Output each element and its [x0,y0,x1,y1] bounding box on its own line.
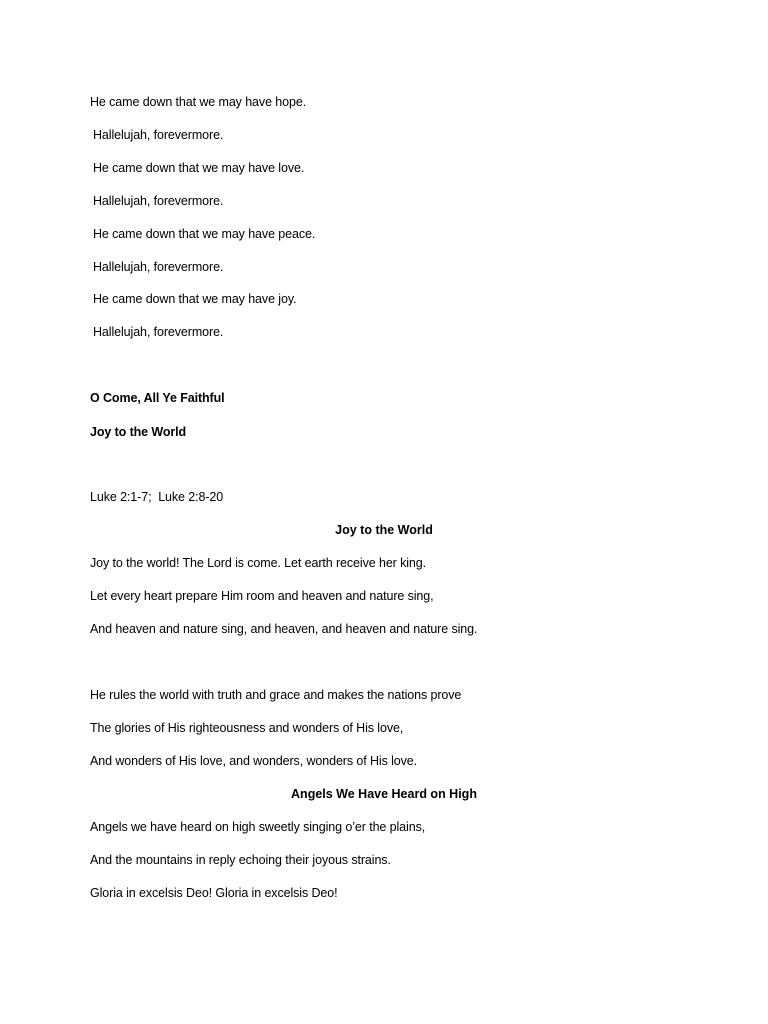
intro-line: Hallelujah, forevermore. [93,260,224,274]
lyric-line: Angels we have heard on high sweetly singing o’er the plains, [90,820,426,834]
intro-line: Hallelujah, forevermore. [93,128,224,142]
lyric-line: And the mountains in reply echoing their joyous strains. [90,853,391,867]
intro-line: He came down that we may have love. [93,161,305,175]
intro-line: Hallelujah, forevermore. [93,325,224,339]
intro-line: He came down that we may have peace. [93,227,316,241]
lyric-line: Gloria in excelsis Deo! Gloria in excelsis Deo! [90,886,338,900]
lyric-line: And wonders of His love, and wonders, wonders of His love. [90,754,418,768]
intro-line: He came down that we may have hope. [90,95,307,109]
lyric-line: The glories of His righteousness and wonders of His love, [90,721,404,735]
lyric-line: Joy to the world! The Lord is come. Let earth receive her king. [90,556,427,570]
song-title-joy-to-the-world: Joy to the World [335,523,433,537]
song-title-angels-we-have-heard: Angels We Have Heard on High [291,787,477,801]
scripture-reference: Luke 2:1-7; Luke 2:8-20 [90,490,224,504]
hymn-title: Joy to the World [90,425,187,439]
lyric-line: He rules the world with truth and grace and makes the nations prove [90,688,462,702]
lyric-line: Let every heart prepare Him room and heaven and nature sing, [90,589,434,603]
hymn-title: O Come, All Ye Faithful [90,391,225,405]
intro-line: Hallelujah, forevermore. [93,194,224,208]
lyric-line: And heaven and nature sing, and heaven, and heaven and nature sing. [90,622,478,636]
intro-line: He came down that we may have joy. [93,292,297,306]
